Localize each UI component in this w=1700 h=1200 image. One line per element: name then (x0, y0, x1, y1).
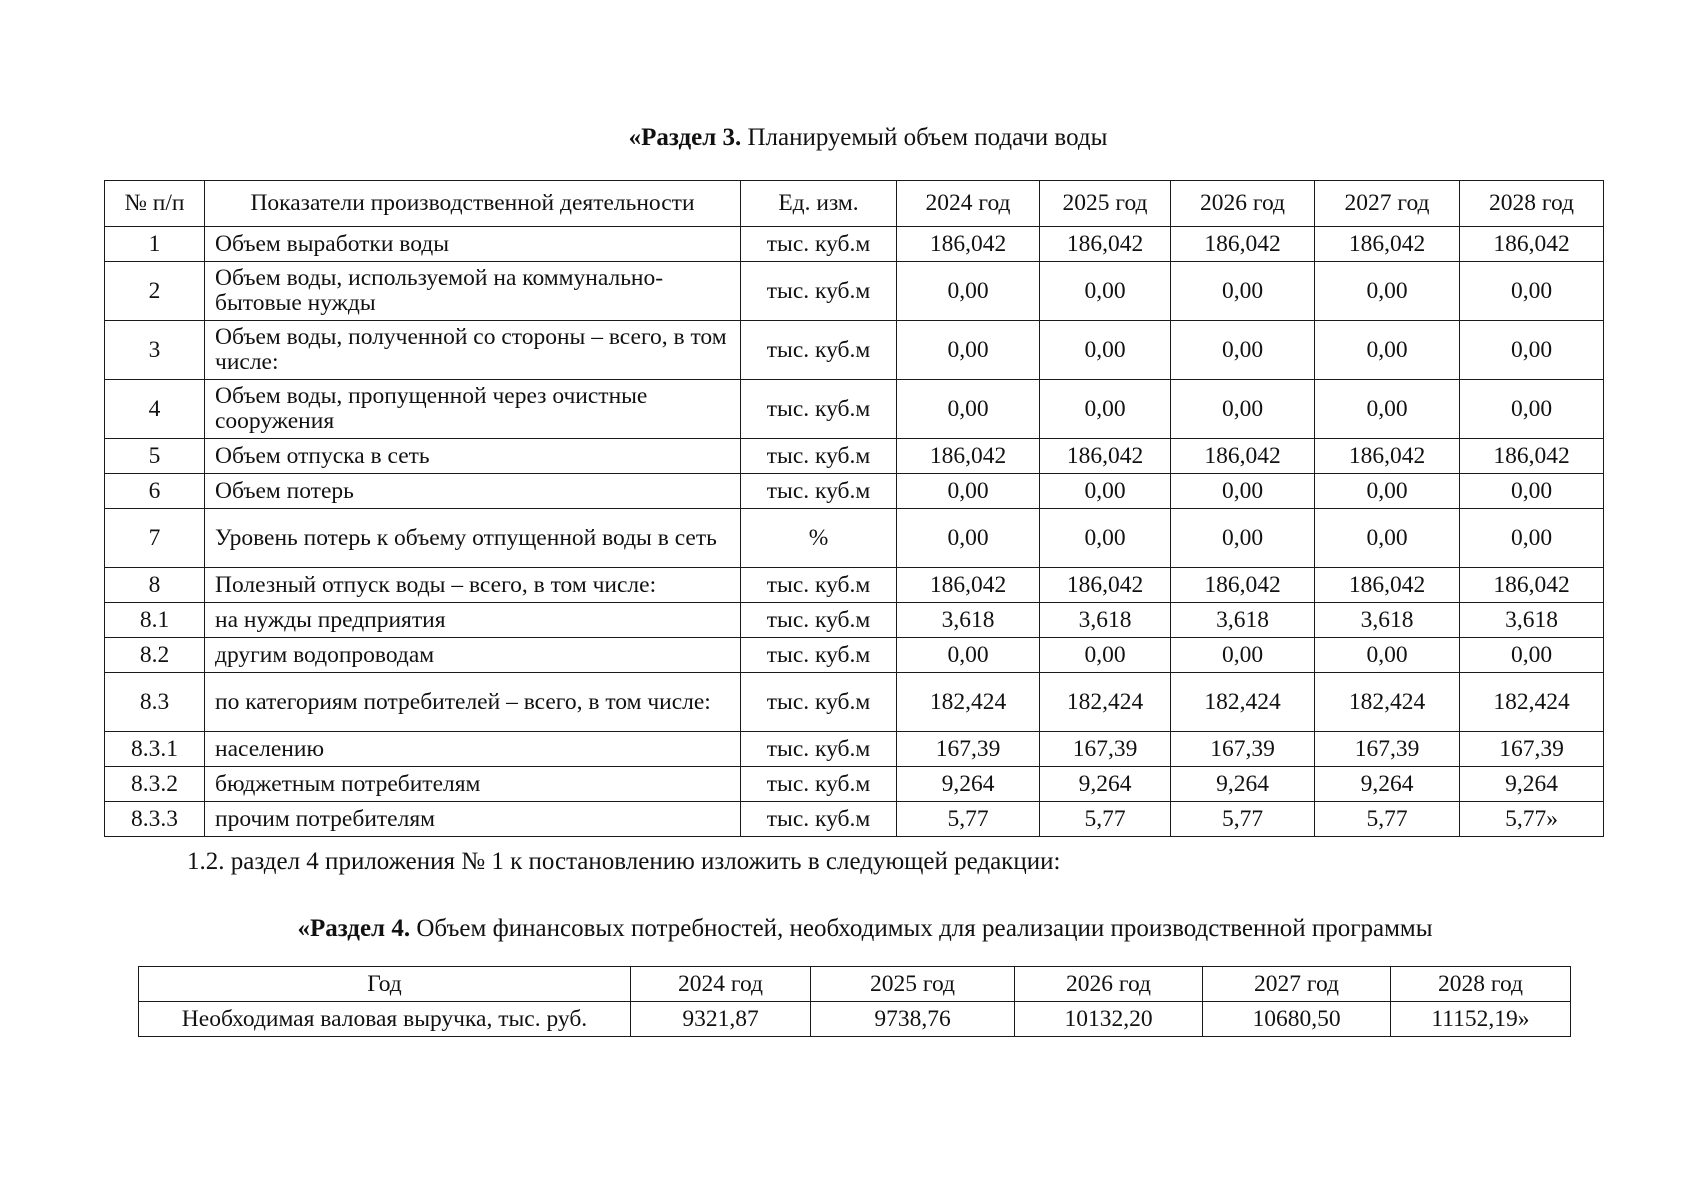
table-row (105, 673, 1604, 732)
value-cell: 11152,19» (1391, 1002, 1571, 1037)
table-header-row (139, 967, 1571, 1002)
header-cell: Год (139, 967, 631, 1002)
value-cell: 0,00 (1460, 509, 1604, 568)
unit-cell: % (741, 509, 897, 568)
table-row (139, 1002, 1571, 1037)
unit-cell: тыс. куб.м (741, 603, 897, 638)
row-number-cell: 4 (105, 380, 205, 439)
value-cell: 0,00 (1171, 474, 1315, 509)
row-number-cell: 8 (105, 568, 205, 603)
value-cell: 186,042 (1171, 568, 1315, 603)
value-cell: 5,77 (1315, 802, 1460, 837)
table-row (105, 732, 1604, 767)
row-number-cell: 1 (105, 227, 205, 262)
value-cell: 0,00 (897, 262, 1040, 321)
unit-cell: тыс. куб.м (741, 380, 897, 439)
header-cell: № п/п (105, 181, 205, 227)
value-cell: 186,042 (1315, 568, 1460, 603)
table-row (105, 603, 1604, 638)
table-row (105, 767, 1604, 802)
section-4-title-bold: «Раздел 4. (297, 915, 411, 942)
value-cell: 0,00 (1040, 262, 1171, 321)
value-cell: 186,042 (1040, 227, 1171, 262)
value-cell: 0,00 (1040, 638, 1171, 673)
indicator-cell: Уровень потерь к объему отпущенной воды в сеть (205, 509, 741, 568)
value-cell: 5,77 (897, 802, 1040, 837)
value-cell: 5,77 (1171, 802, 1315, 837)
table-row (105, 439, 1604, 474)
row-number-cell: 3 (105, 321, 205, 380)
table-row (105, 568, 1604, 603)
value-cell: 9,264 (1171, 767, 1315, 802)
header-cell: 2026 год (1015, 967, 1203, 1002)
indicator-cell: Объем воды, пропущенной через очистные сооружения (205, 380, 741, 439)
value-cell: 0,00 (1460, 321, 1604, 380)
indicator-cell: другим водопроводам (205, 638, 741, 673)
header-cell: Ед. изм. (741, 181, 897, 227)
value-cell: 3,618 (1040, 603, 1171, 638)
value-cell: 5,77» (1460, 802, 1604, 837)
value-cell: 167,39 (1460, 732, 1604, 767)
unit-cell: тыс. куб.м (741, 638, 897, 673)
row-number-cell: 8.2 (105, 638, 205, 673)
table-header-row (105, 181, 1604, 227)
value-cell: 0,00 (1315, 474, 1460, 509)
value-cell: 182,424 (1040, 673, 1171, 732)
header-cell: 2027 год (1203, 967, 1391, 1002)
value-cell: 182,424 (1460, 673, 1604, 732)
unit-cell: тыс. куб.м (741, 732, 897, 767)
unit-cell: тыс. куб.м (741, 262, 897, 321)
table-row (105, 509, 1604, 568)
value-cell: 186,042 (1460, 568, 1604, 603)
amendment-paragraph: 1.2. раздел 4 приложения № 1 к постановлению изложить в следующей редакции: (187, 848, 1061, 875)
table-row (105, 474, 1604, 509)
header-cell: 2024 год (897, 181, 1040, 227)
unit-cell: тыс. куб.м (741, 767, 897, 802)
value-cell: 0,00 (897, 509, 1040, 568)
section-4-title-text: Объем финансовых потребностей, необходимых для реализации производственной программы (410, 915, 1433, 942)
value-cell: 182,424 (1315, 673, 1460, 732)
value-cell: 0,00 (1171, 509, 1315, 568)
value-cell: 0,00 (1040, 509, 1171, 568)
value-cell: 0,00 (897, 321, 1040, 380)
value-cell: 0,00 (1171, 638, 1315, 673)
section-3-title-text: Планируемый объем подачи воды (741, 124, 1108, 151)
value-cell: 0,00 (1040, 321, 1171, 380)
value-cell: 182,424 (897, 673, 1040, 732)
value-cell: 186,042 (1460, 439, 1604, 474)
row-number-cell: 8.3.3 (105, 802, 205, 837)
row-number-cell: 8.1 (105, 603, 205, 638)
value-cell: 0,00 (1040, 474, 1171, 509)
row-number-cell: 5 (105, 439, 205, 474)
value-cell: 186,042 (1315, 439, 1460, 474)
value-cell: 0,00 (1315, 509, 1460, 568)
row-label-cell: Необходимая валовая выручка, тыс. руб. (139, 1002, 631, 1037)
table-row (105, 227, 1604, 262)
value-cell: 186,042 (1040, 439, 1171, 474)
value-cell: 186,042 (1460, 227, 1604, 262)
value-cell: 167,39 (1040, 732, 1171, 767)
value-cell: 3,618 (1315, 603, 1460, 638)
value-cell: 0,00 (1315, 380, 1460, 439)
value-cell: 10132,20 (1015, 1002, 1203, 1037)
value-cell: 10680,50 (1203, 1002, 1391, 1037)
value-cell: 0,00 (1315, 262, 1460, 321)
value-cell: 9,264 (1460, 767, 1604, 802)
indicator-cell: по категориям потребителей – всего, в том числе: (205, 673, 741, 732)
section-3-heading (0, 124, 1700, 152)
unit-cell: тыс. куб.м (741, 439, 897, 474)
unit-cell: тыс. куб.м (741, 227, 897, 262)
value-cell: 0,00 (1171, 262, 1315, 321)
value-cell: 167,39 (1171, 732, 1315, 767)
value-cell: 167,39 (897, 732, 1040, 767)
value-cell: 3,618 (897, 603, 1040, 638)
indicator-cell: бюджетным потребителям (205, 767, 741, 802)
value-cell: 0,00 (1460, 262, 1604, 321)
value-cell: 9,264 (1315, 767, 1460, 802)
value-cell: 186,042 (1171, 227, 1315, 262)
table-row (105, 638, 1604, 673)
value-cell: 0,00 (897, 474, 1040, 509)
table-row (105, 321, 1604, 380)
table-body (105, 227, 1604, 837)
value-cell: 9738,76 (811, 1002, 1015, 1037)
indicator-cell: Объем отпуска в сеть (205, 439, 741, 474)
indicator-cell: Объем выработки воды (205, 227, 741, 262)
financial-needs-table (138, 966, 1571, 1037)
row-number-cell: 7 (105, 509, 205, 568)
row-number-cell: 2 (105, 262, 205, 321)
unit-cell: тыс. куб.м (741, 474, 897, 509)
value-cell: 9,264 (1040, 767, 1171, 802)
row-number-cell: 6 (105, 474, 205, 509)
header-cell: Показатели производственной деятельности (205, 181, 741, 227)
row-number-cell: 8.3.2 (105, 767, 205, 802)
indicator-cell: населению (205, 732, 741, 767)
value-cell: 0,00 (1460, 474, 1604, 509)
row-number-cell: 8.3.1 (105, 732, 205, 767)
value-cell: 9321,87 (631, 1002, 811, 1037)
value-cell: 186,042 (1171, 439, 1315, 474)
value-cell: 3,618 (1460, 603, 1604, 638)
value-cell: 182,424 (1171, 673, 1315, 732)
indicator-cell: прочим потребителям (205, 802, 741, 837)
header-cell: 2025 год (811, 967, 1015, 1002)
value-cell: 0,00 (1171, 321, 1315, 380)
value-cell: 0,00 (897, 380, 1040, 439)
unit-cell: тыс. куб.м (741, 673, 897, 732)
indicator-cell: Объем воды, полученной со стороны – всего, в том числе: (205, 321, 741, 380)
value-cell: 167,39 (1315, 732, 1460, 767)
table-row (105, 380, 1604, 439)
value-cell: 5,77 (1040, 802, 1171, 837)
unit-cell: тыс. куб.м (741, 568, 897, 603)
value-cell: 0,00 (1315, 638, 1460, 673)
table-row (105, 802, 1604, 837)
value-cell: 186,042 (1315, 227, 1460, 262)
table-row (105, 262, 1604, 321)
indicator-cell: Объем воды, используемой на коммунально-бытовые нужды (205, 262, 741, 321)
indicator-cell: на нужды предприятия (205, 603, 741, 638)
section-4-heading (0, 915, 1700, 943)
header-cell: 2025 год (1040, 181, 1171, 227)
value-cell: 3,618 (1171, 603, 1315, 638)
unit-cell: тыс. куб.м (741, 321, 897, 380)
header-cell: 2026 год (1171, 181, 1315, 227)
header-cell: 2027 год (1315, 181, 1460, 227)
value-cell: 0,00 (897, 638, 1040, 673)
row-number-cell: 8.3 (105, 673, 205, 732)
header-cell: 2024 год (631, 967, 811, 1002)
value-cell: 0,00 (1315, 321, 1460, 380)
value-cell: 0,00 (1460, 380, 1604, 439)
unit-cell: тыс. куб.м (741, 802, 897, 837)
header-cell: 2028 год (1391, 967, 1571, 1002)
section-3-title-bold: «Раздел 3. (628, 124, 742, 151)
indicator-cell: Полезный отпуск воды – всего, в том числе: (205, 568, 741, 603)
header-cell: 2028 год (1460, 181, 1604, 227)
value-cell: 186,042 (897, 568, 1040, 603)
value-cell: 0,00 (1171, 380, 1315, 439)
water-supply-table (104, 180, 1604, 837)
value-cell: 9,264 (897, 767, 1040, 802)
value-cell: 186,042 (897, 439, 1040, 474)
value-cell: 0,00 (1460, 638, 1604, 673)
indicator-cell: Объем потерь (205, 474, 741, 509)
value-cell: 186,042 (1040, 568, 1171, 603)
value-cell: 186,042 (897, 227, 1040, 262)
value-cell: 0,00 (1040, 380, 1171, 439)
